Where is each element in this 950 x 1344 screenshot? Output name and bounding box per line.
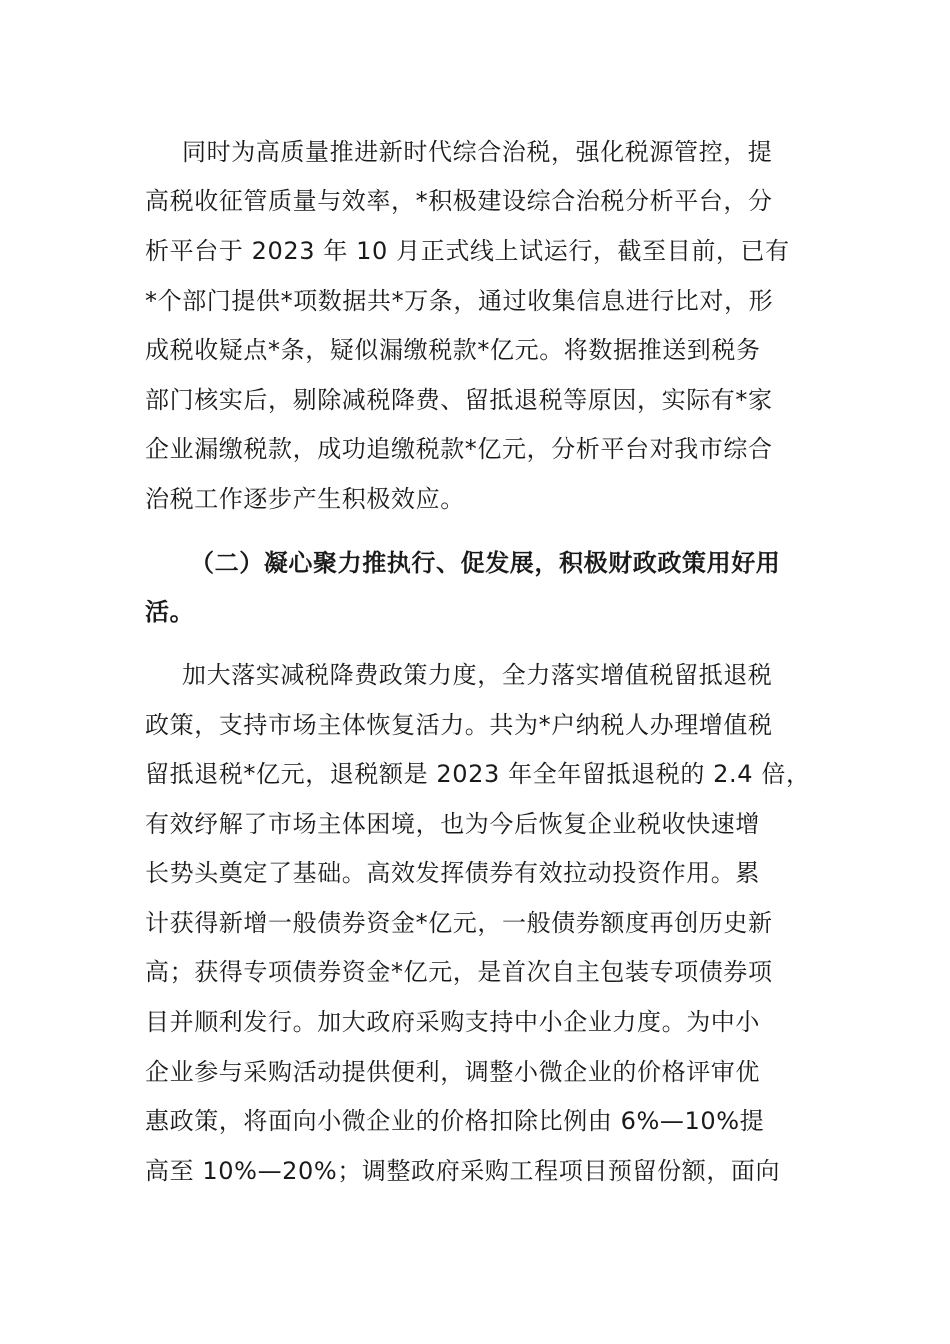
- heading-line: 活。: [145, 598, 195, 626]
- paragraph-line: 政策，支持市场主体恢复活力。共为*户纳税人办理增值税: [145, 711, 773, 739]
- paragraph-line: 高税收征管质量与效率，*积极建设综合治税分析平台，分: [145, 187, 773, 215]
- paragraph-line: 治税工作逐步产生积极效应。: [145, 485, 465, 513]
- paragraph-line: *个部门提供*项数据共*万条，通过收集信息进行比对，形: [145, 287, 774, 315]
- paragraph-line: 企业漏缴税款，成功追缴税款*亿元，分析平台对我市综合: [145, 435, 773, 463]
- paragraph-line: 企业参与采购活动提供便利，调整小微企业的价格评审优: [145, 1058, 760, 1086]
- paragraph-line: 析平台于 2023 年 10 月正式线上试运行，截至目前，已有: [145, 237, 790, 265]
- paragraph-line: 部门核实后，剔除减税降费、留抵退税等原因，实际有*家: [145, 386, 773, 414]
- paragraph-line: 目并顺利发行。加大政府采购支持中小企业力度。为中小: [145, 1008, 760, 1036]
- paragraph-line: 惠政策，将面向小微企业的价格扣除比例由 6%—10%提: [145, 1107, 765, 1135]
- paragraph-line: 高至 10%—20%；调整政府采购工程项目预留份额，面向: [145, 1157, 781, 1185]
- paragraph-line: 高；获得专项债券资金*亿元，是首次自主包装专项债券项: [145, 958, 773, 986]
- paragraph-line: 同时为高质量推进新时代综合治税，强化税源管控，提: [182, 138, 773, 166]
- paragraph-line: 计获得新增一般债券资金*亿元，一般债券额度再创历史新: [145, 909, 773, 937]
- paragraph-line: 成税收疑点*条，疑似漏缴税款*亿元。将数据推送到税务: [145, 336, 761, 364]
- heading-line: （二）凝心聚力推执行、促发展，积极财政政策用好用: [190, 549, 781, 577]
- paragraph-line: 长势头奠定了基础。高效发挥债券有效拉动投资作用。累: [145, 859, 760, 887]
- paragraph-line: 有效纾解了市场主体困境，也为今后恢复企业税收快速增: [145, 810, 760, 838]
- paragraph-line: 留抵退税*亿元，退税额是 2023 年全年留抵退税的 2.4 倍，: [145, 760, 811, 788]
- paragraph-line: 加大落实减税降费政策力度，全力落实增值税留抵退税: [182, 661, 773, 689]
